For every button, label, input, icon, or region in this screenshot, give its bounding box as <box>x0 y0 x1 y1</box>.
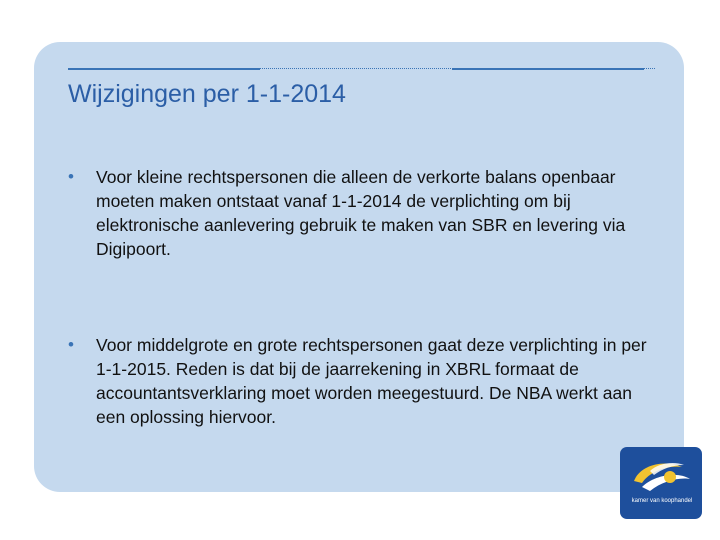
logo-text: kamer van koophandel <box>631 498 693 504</box>
bullet-text: Voor kleine rechtspersonen die alleen de verkorte balans openbaar moeten maken ontstaat vanaf 1-1-2014 de verplichting om bij elektronische aanlevering gebruik te maken van SBR en levering via Digipoort. <box>96 167 626 259</box>
bullet-marker: • <box>68 335 74 354</box>
title-rule-segment <box>68 68 260 70</box>
title-rule-segment <box>452 68 644 70</box>
bullet-marker: • <box>68 167 74 186</box>
bullet-text: Voor middelgrote en grote rechtspersonen gaat deze verplichting in per 1-1-2015. Reden is dat bij de jaarrekening in XBRL formaat de accountantsverklaring moet worden meegestuurd. De NBA werkt aan een oplossing hiervoor. <box>96 335 647 427</box>
slide-title: Wijzigingen per 1-1-2014 <box>68 80 346 108</box>
kvk-logo <box>620 447 702 519</box>
bullet-item <box>68 165 658 261</box>
kvk-logo-icon <box>620 447 702 519</box>
bullet-item <box>68 333 658 429</box>
